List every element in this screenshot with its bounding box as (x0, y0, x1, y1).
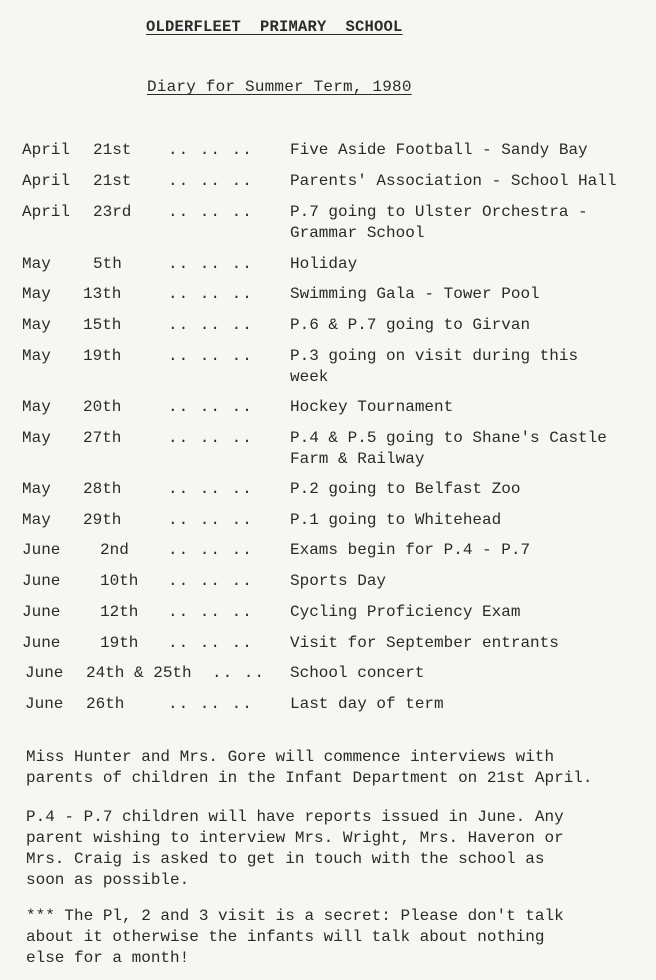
entry-day: 23rd (93, 203, 132, 221)
entry-month: May (22, 255, 51, 273)
entry-day: 10th (100, 572, 139, 590)
note-reports: P.4 - P.7 children will have reports issued in June. Any parent wishing to interview Mrs. Wright, Mrs. Haveron or Mrs. Craig is asked to get in touch with the school as soon as possible. (26, 808, 564, 889)
entry-month: May (22, 429, 51, 447)
note-interviews: Miss Hunter and Mrs. Gore will commence interviews with parents of children in the Infant Department on 21st April. (26, 748, 593, 787)
entry-dots: .. .. .. (168, 695, 253, 713)
entry-event: Holiday (290, 255, 358, 273)
entry-month: June (22, 541, 61, 559)
entry-dots: .. .. .. (168, 285, 253, 303)
entry-month: May (22, 480, 51, 498)
entry-day: 19th (100, 634, 139, 652)
entry-event: Visit for September entrants (290, 634, 559, 652)
entry-dots: .. .. .. (168, 511, 253, 529)
entry-dots: .. .. .. (168, 603, 253, 621)
entry-day: 19th (83, 347, 122, 365)
entry-event: Sports Day (290, 572, 387, 590)
entry-day: 2nd (100, 541, 129, 559)
entry-event: P.2 going to Belfast Zoo (290, 480, 521, 498)
entry-month: June (25, 695, 64, 713)
entry-month: June (22, 603, 61, 621)
school-name: OLDERFLEET PRIMARY SCHOOL (146, 18, 403, 36)
entry-month: April (22, 203, 71, 221)
entry-dots: .. .. .. (168, 347, 253, 365)
entry-event: Hockey Tournament (290, 398, 454, 416)
entry-dots: .. .. .. (168, 634, 253, 652)
entry-day: 5th (93, 255, 122, 273)
entry-dots: .. .. .. (168, 141, 253, 159)
entry-event: Last day of term (290, 695, 444, 713)
entry-month: June (25, 664, 64, 682)
entry-day: 24th & 25th (86, 664, 192, 682)
entry-dots: .. .. .. (168, 429, 253, 447)
entry-day: 29th (83, 511, 122, 529)
entry-dots: .. .. .. (168, 398, 253, 416)
entry-dots: .. .. .. (168, 541, 253, 559)
entry-event: P.1 going to Whitehead (290, 511, 502, 529)
entry-event: P.4 & P.5 going to Shane's Castle Farm & Railway (290, 429, 607, 468)
entry-event: School concert (290, 664, 425, 682)
entry-month: May (22, 347, 51, 365)
entry-event: Cycling Proficiency Exam (290, 603, 521, 621)
entry-day: 27th (83, 429, 122, 447)
entry-dots: .. .. .. (168, 255, 253, 273)
entry-event: Parents' Association - School Hall (290, 172, 617, 190)
entry-event: Five Aside Football - Sandy Bay (290, 141, 588, 159)
entry-day: 21st (93, 172, 132, 190)
entry-dots: .. .. (212, 664, 266, 682)
entry-dots: .. .. .. (168, 172, 253, 190)
entry-month: April (22, 141, 71, 159)
entry-month: April (22, 172, 71, 190)
entry-event: P.3 going on visit during this week (290, 347, 579, 386)
entry-month: May (22, 285, 51, 303)
entry-month: May (22, 398, 51, 416)
entry-event: Exams begin for P.4 - P.7 (290, 541, 531, 559)
entry-day: 12th (100, 603, 139, 621)
entry-event: P.6 & P.7 going to Girvan (290, 316, 531, 334)
diary-title: Diary for Summer Term, 1980 (147, 78, 412, 96)
entry-event: P.7 going to Ulster Orchestra - Grammar School (290, 203, 588, 242)
entry-month: May (22, 511, 51, 529)
entry-dots: .. .. .. (168, 316, 253, 334)
entry-dots: .. .. .. (168, 203, 253, 221)
entry-day: 28th (83, 480, 122, 498)
entry-day: 21st (93, 141, 132, 159)
entry-month: May (22, 316, 51, 334)
entry-dots: .. .. .. (168, 480, 253, 498)
entry-event: Swimming Gala - Tower Pool (290, 285, 540, 303)
entry-month: June (22, 572, 61, 590)
entry-day: 13th (83, 285, 122, 303)
note-secret: *** The Pl, 2 and 3 visit is a secret: Please don't talk about it otherwise the infants will talk about nothing else for a month! (26, 907, 564, 967)
entry-dots: .. .. .. (168, 572, 253, 590)
entry-day: 20th (83, 398, 122, 416)
entry-month: June (22, 634, 61, 652)
entry-day: 15th (83, 316, 122, 334)
entry-day: 26th (86, 695, 125, 713)
